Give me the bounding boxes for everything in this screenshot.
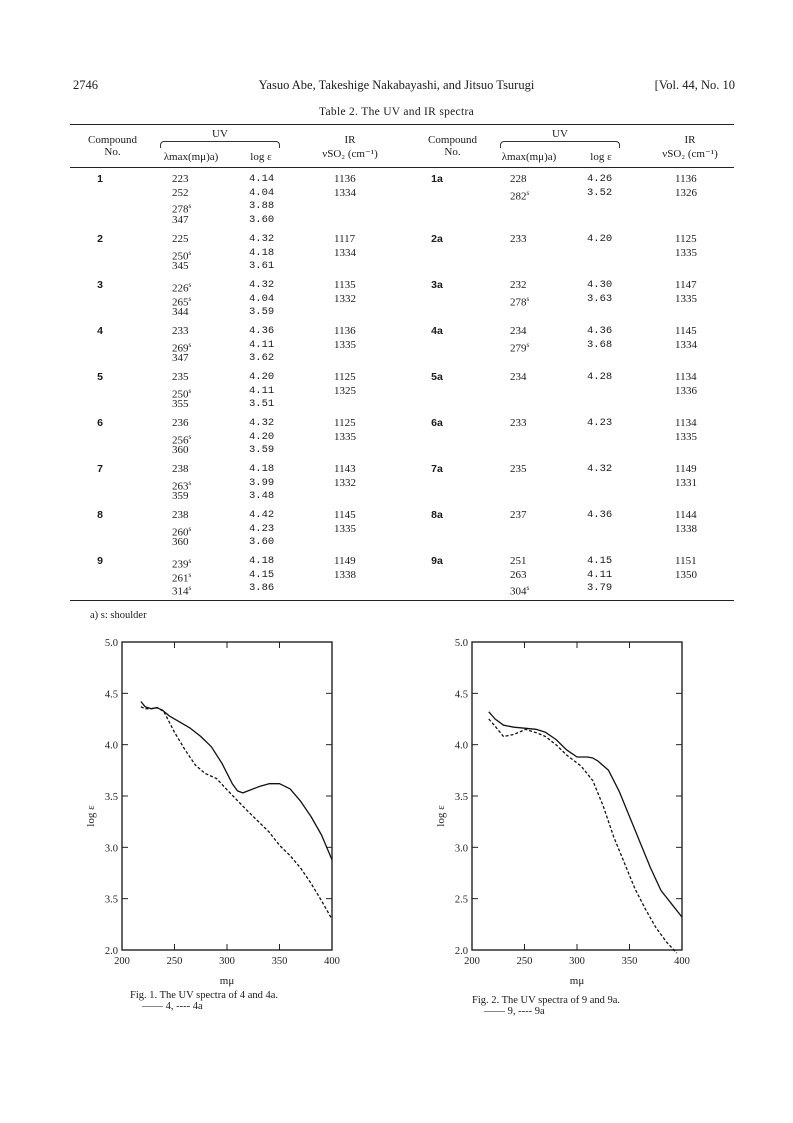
ir-vso2-value: 1335: [675, 246, 697, 259]
compound-number: 3a: [431, 279, 443, 291]
ir-vso2-value: 1135: [334, 279, 356, 291]
ir-vso2-value: 1325: [334, 384, 356, 397]
table-footnote: a) s: shoulder: [90, 610, 147, 621]
compound-number: 8: [97, 509, 103, 521]
compound-number: 9: [97, 555, 103, 567]
log-epsilon-value: 4.32: [249, 417, 275, 429]
table-caption: Table 2. The UV and IR spectra: [319, 106, 474, 118]
lambda-max-value: 347: [172, 352, 189, 364]
shoulder-marker: s: [188, 386, 192, 395]
fig1-x-tick-label: 400: [324, 956, 340, 967]
figure-2-legend: —— 9, ---- 9a: [484, 1006, 545, 1017]
lambda-max-value: 234: [510, 371, 527, 383]
running-authors: Yasuo Abe, Takeshige Nakabayashi, and Jitsuo Tsurugi: [258, 78, 535, 92]
log-epsilon-value: 3.79: [587, 582, 613, 594]
shoulder-marker: s: [188, 281, 192, 289]
log-epsilon-value: 4.04: [249, 292, 275, 305]
compound-number: 8a: [431, 509, 443, 521]
compound-number: 4a: [431, 325, 443, 337]
ir-vso2-value: 1145: [675, 325, 697, 337]
fig2-x-tick-label: 200: [464, 956, 480, 967]
figure-2-chart: [430, 630, 720, 987]
log-epsilon-value: 3.48: [249, 490, 275, 502]
fig1-y-tick-label: 3.0: [104, 843, 118, 855]
log-epsilon-value: 4.18: [249, 463, 275, 475]
lambda-max-value: 250$^s$: [172, 248, 192, 263]
ir-vso2-value: 1134: [675, 371, 697, 383]
lambda-max-value: 279$^s$: [510, 340, 530, 355]
log-epsilon-value: 4.14: [249, 173, 275, 185]
log-epsilon-value: 4.36: [249, 325, 275, 337]
lambda-max-value: 263: [510, 568, 527, 581]
ir-vso2-value: 1334: [334, 186, 356, 199]
log-epsilon-value: 4.30: [587, 279, 613, 291]
compound-number: 9a: [431, 555, 443, 567]
fig1-y-axis-label: log ε: [85, 805, 97, 827]
lambda-max-value: 252: [172, 186, 189, 199]
fig2-y-tick-label: 5.0: [454, 638, 468, 649]
fig1-series-4-line: [141, 702, 332, 860]
log-epsilon-value: 4.32: [249, 279, 275, 291]
fig2-x-tick-label: 250: [516, 956, 533, 967]
fig2-x-tick-label: 400: [674, 956, 690, 967]
fig2-plot-frame: [472, 642, 682, 950]
log-epsilon-value: 3.88: [249, 200, 275, 212]
ir-vso2-value: 1332: [334, 476, 356, 489]
ir-vso2-value: 1145: [334, 509, 356, 521]
log-epsilon-value: 3.63: [587, 292, 613, 305]
ir-vso2-value: 1336: [675, 384, 697, 397]
fig1-y-tick-label: 2.0: [104, 946, 118, 957]
figure-1-legend: —— 4, ---- 4a: [142, 1001, 203, 1012]
ir-vso2-value: 1335: [675, 430, 697, 443]
ir-vso2-value: 1149: [675, 463, 697, 475]
shoulder-marker: s: [188, 248, 192, 257]
log-epsilon-value: 4.18: [249, 246, 275, 259]
ir-vso2-value: 1136: [675, 173, 697, 185]
fig1-x-tick-label: 250: [166, 956, 183, 967]
lambda-max-value: 251: [510, 555, 527, 567]
table-header-rule: [70, 167, 734, 168]
lambda-max-value: 239$^s$: [172, 557, 192, 571]
figure-2-caption: [472, 995, 620, 1017]
lambda-max-value: 256$^s$: [172, 432, 192, 447]
compound-number: 7a: [431, 463, 443, 475]
ir-vso2-value: 1334: [334, 246, 356, 259]
lambda-max-value: 233: [510, 233, 527, 245]
fig2-y-tick-label: 2.5: [454, 894, 468, 906]
fig2-y-tick-label: 3.0: [454, 843, 468, 855]
ir-vso2-value: 1331: [675, 476, 697, 489]
log-epsilon-value: 3.51: [249, 398, 275, 410]
log-epsilon-value: 4.42: [249, 509, 275, 521]
volume-info: [Vol. 44, No. 10: [654, 78, 735, 92]
header-compound-right: Compound: [428, 134, 477, 146]
ir-vso2-value: 1335: [334, 338, 356, 351]
shoulder-marker: s: [526, 340, 530, 349]
fig2-y-tick-label: 2.0: [454, 946, 468, 957]
uv-brace-left: [160, 141, 280, 148]
ir-vso2-value: 1338: [334, 568, 356, 581]
lambda-max-value: 359: [172, 490, 189, 502]
ir-vso2-value: 1134: [675, 417, 697, 429]
figure-1-caption-text: Fig. 1. The UV spectra of 4 and 4a.: [130, 990, 279, 1001]
lambda-max-value: 238: [172, 509, 189, 521]
ir-vso2-value: 1143: [334, 463, 356, 475]
fig1-x-tick-label: 350: [271, 956, 288, 967]
fig2-x-tick-label: 350: [621, 956, 638, 967]
header-loge-left: log ε: [250, 151, 272, 163]
lambda-max-value: 223: [172, 173, 189, 185]
fig1-y-tick-label: 4.5: [104, 689, 118, 701]
ir-vso2-value: 1335: [675, 292, 697, 305]
shoulder-marker: s: [188, 584, 192, 592]
log-epsilon-value: 3.60: [249, 213, 275, 226]
lambda-max-value: 344: [172, 306, 189, 318]
log-epsilon-value: 4.11: [249, 384, 275, 397]
lambda-max-value: 345: [172, 260, 189, 272]
log-epsilon-value: 3.68: [587, 338, 613, 351]
log-epsilon-value: 3.59: [249, 306, 275, 318]
fig1-y-tick-label: 5.0: [104, 638, 118, 649]
header-no-left: No.: [104, 146, 121, 158]
ir-vso2-value: 1136: [334, 173, 356, 185]
log-epsilon-value: 3.62: [249, 352, 275, 364]
lambda-max-value: 278$^s$: [510, 294, 530, 309]
header-loge-right: log ε: [590, 151, 612, 163]
ir-vso2-value: 1144: [675, 509, 697, 521]
lambda-max-value: 250$^s$: [172, 386, 192, 401]
lambda-max-value: 260$^s$: [172, 524, 192, 539]
lambda-max-value: 261$^s$: [172, 570, 192, 585]
log-epsilon-value: 3.59: [249, 444, 275, 456]
lambda-max-value: 228: [510, 173, 527, 185]
header-ir-right: IR: [684, 134, 696, 146]
uv-brace-right: [500, 141, 620, 148]
lambda-max-value: 234: [510, 325, 527, 337]
ir-vso2-value: 1125: [675, 233, 697, 245]
ir-vso2-value: 1350: [675, 568, 697, 581]
header-lambda-right: λmax(mμ)a): [501, 151, 557, 163]
lambda-max-value: 235: [510, 463, 527, 475]
log-epsilon-value: 4.28: [587, 371, 613, 383]
fig2-series-9a-line: [489, 719, 677, 953]
log-epsilon-value: 4.32: [587, 463, 613, 475]
ir-vso2-value: 1335: [334, 430, 356, 443]
fig1-y-tick-label: 4.0: [104, 740, 118, 752]
fig2-x-axis-label: mμ: [569, 975, 585, 987]
log-epsilon-value: 3.99: [249, 476, 275, 489]
log-epsilon-value: 3.60: [249, 536, 275, 548]
shoulder-marker: s: [188, 570, 192, 579]
log-epsilon-value: 4.20: [587, 233, 613, 245]
fig1-x-tick-label: 300: [219, 956, 235, 967]
log-epsilon-value: 4.20: [249, 430, 275, 443]
log-epsilon-value: 4.23: [249, 522, 275, 535]
lambda-max-value: 282$^s$: [510, 188, 530, 203]
header-lambda-left: λmax(mμ)a): [163, 151, 219, 163]
lambda-max-value: 237: [510, 509, 527, 521]
header-uv-right: UV: [552, 128, 568, 140]
table-bottom-rule: [70, 600, 734, 601]
shoulder-marker: s: [188, 557, 192, 565]
log-epsilon-value: 3.61: [249, 260, 275, 272]
shoulder-marker: s: [188, 524, 192, 533]
ir-vso2-value: 1335: [334, 522, 356, 535]
compound-number: 6a: [431, 417, 443, 429]
compound-number: 5a: [431, 371, 443, 383]
fig1-plot-frame: [122, 642, 332, 950]
shoulder-marker: s: [526, 294, 530, 303]
lambda-max-value: 233: [172, 325, 189, 337]
lambda-max-value: 263$^s$: [172, 478, 192, 493]
fig1-y-tick-label: 3.5: [104, 894, 118, 906]
log-epsilon-value: 4.18: [249, 555, 275, 567]
compound-number: 7: [97, 463, 103, 475]
lambda-max-value: 360: [172, 444, 189, 456]
fig2-series-9-line: [489, 712, 682, 917]
lambda-max-value: 360: [172, 536, 189, 548]
ir-vso2-value: 1117: [334, 233, 356, 245]
log-epsilon-value: 3.86: [249, 582, 275, 594]
lambda-max-value: 225: [172, 233, 189, 245]
fig1-series-4a-line: [141, 707, 332, 920]
shoulder-marker: s: [188, 478, 192, 487]
shoulder-marker: s: [526, 188, 530, 197]
header-vso2-left: νSO₂ (cm⁻¹): [322, 148, 378, 160]
ir-vso2-value: 1125: [334, 371, 356, 383]
fig2-y-tick-label: 3.5: [454, 792, 468, 803]
lambda-max-value: 236: [172, 417, 189, 429]
header-ir-left: IR: [344, 134, 356, 146]
fig2-y-tick-label: 4.5: [454, 689, 468, 701]
lambda-max-value: 278$^s$: [172, 202, 192, 216]
ir-vso2-value: 1338: [675, 522, 697, 535]
log-epsilon-value: 4.32: [249, 233, 275, 245]
shoulder-marker: s: [188, 432, 192, 441]
shoulder-marker: s: [526, 584, 530, 592]
shoulder-marker: s: [188, 294, 192, 303]
fig2-y-axis-label: log ε: [435, 805, 447, 827]
compound-number: 6: [97, 417, 103, 429]
log-epsilon-value: 3.52: [587, 186, 613, 199]
compound-number: 5: [97, 371, 103, 383]
fig2-y-tick-label: 4.0: [454, 740, 468, 752]
ir-vso2-value: 1332: [334, 292, 356, 305]
lambda-max-value: 314$^s$: [172, 584, 192, 598]
header-uv-left: UV: [212, 128, 228, 140]
figure-2-caption-text: Fig. 2. The UV spectra of 9 and 9a.: [472, 995, 621, 1006]
page-number: 2746: [73, 78, 98, 92]
figure-1-caption: [130, 990, 278, 1012]
log-epsilon-value: 4.11: [587, 568, 613, 581]
header-no-right: No.: [444, 146, 461, 158]
fig1-y-tick-label: 3.5: [104, 792, 118, 803]
log-epsilon-value: 4.36: [587, 509, 613, 521]
lambda-max-value: 238: [172, 463, 189, 475]
log-epsilon-value: 4.26: [587, 173, 613, 185]
table-top-rule: [70, 124, 734, 125]
fig1-x-axis-label: mμ: [219, 975, 235, 987]
ir-vso2-value: 1334: [675, 338, 697, 351]
ir-vso2-value: 1125: [334, 417, 356, 429]
lambda-max-value: 235: [172, 371, 189, 383]
lambda-max-value: 355: [172, 398, 189, 410]
header-compound-left: Compound: [88, 134, 137, 146]
fig2-x-tick-label: 300: [569, 956, 585, 967]
lambda-max-value: 226$^s$: [172, 281, 192, 295]
shoulder-marker: s: [188, 202, 192, 210]
lambda-max-value: 304$^s$: [510, 584, 530, 598]
lambda-max-value: 347: [172, 213, 189, 226]
log-epsilon-value: 4.15: [249, 568, 275, 581]
log-epsilon-value: 4.23: [587, 417, 613, 429]
log-epsilon-value: 4.04: [249, 186, 275, 199]
log-epsilon-value: 4.15: [587, 555, 613, 567]
log-epsilon-value: 4.36: [587, 325, 613, 337]
log-epsilon-value: 4.11: [249, 338, 275, 351]
log-epsilon-value: 4.20: [249, 371, 275, 383]
lambda-max-value: 269$^s$: [172, 340, 192, 355]
ir-vso2-value: 1147: [675, 279, 697, 291]
figure-1-chart: [80, 630, 370, 987]
compound-number: 1: [97, 173, 103, 185]
lambda-max-value: 233: [510, 417, 527, 429]
fig1-x-tick-label: 200: [114, 956, 130, 967]
ir-vso2-value: 1149: [334, 555, 356, 567]
header-vso2-right: νSO₂ (cm⁻¹): [662, 148, 718, 160]
compound-number: 3: [97, 279, 103, 291]
ir-vso2-value: 1136: [334, 325, 356, 337]
ir-vso2-value: 1151: [675, 555, 697, 567]
compound-number: 2: [97, 233, 103, 245]
compound-number: 1a: [431, 173, 443, 185]
lambda-max-value: 265$^s$: [172, 294, 192, 309]
compound-number: 4: [97, 325, 103, 337]
lambda-max-value: 232: [510, 279, 527, 291]
ir-vso2-value: 1326: [675, 186, 697, 199]
compound-number: 2a: [431, 233, 443, 245]
shoulder-marker: s: [188, 340, 192, 349]
